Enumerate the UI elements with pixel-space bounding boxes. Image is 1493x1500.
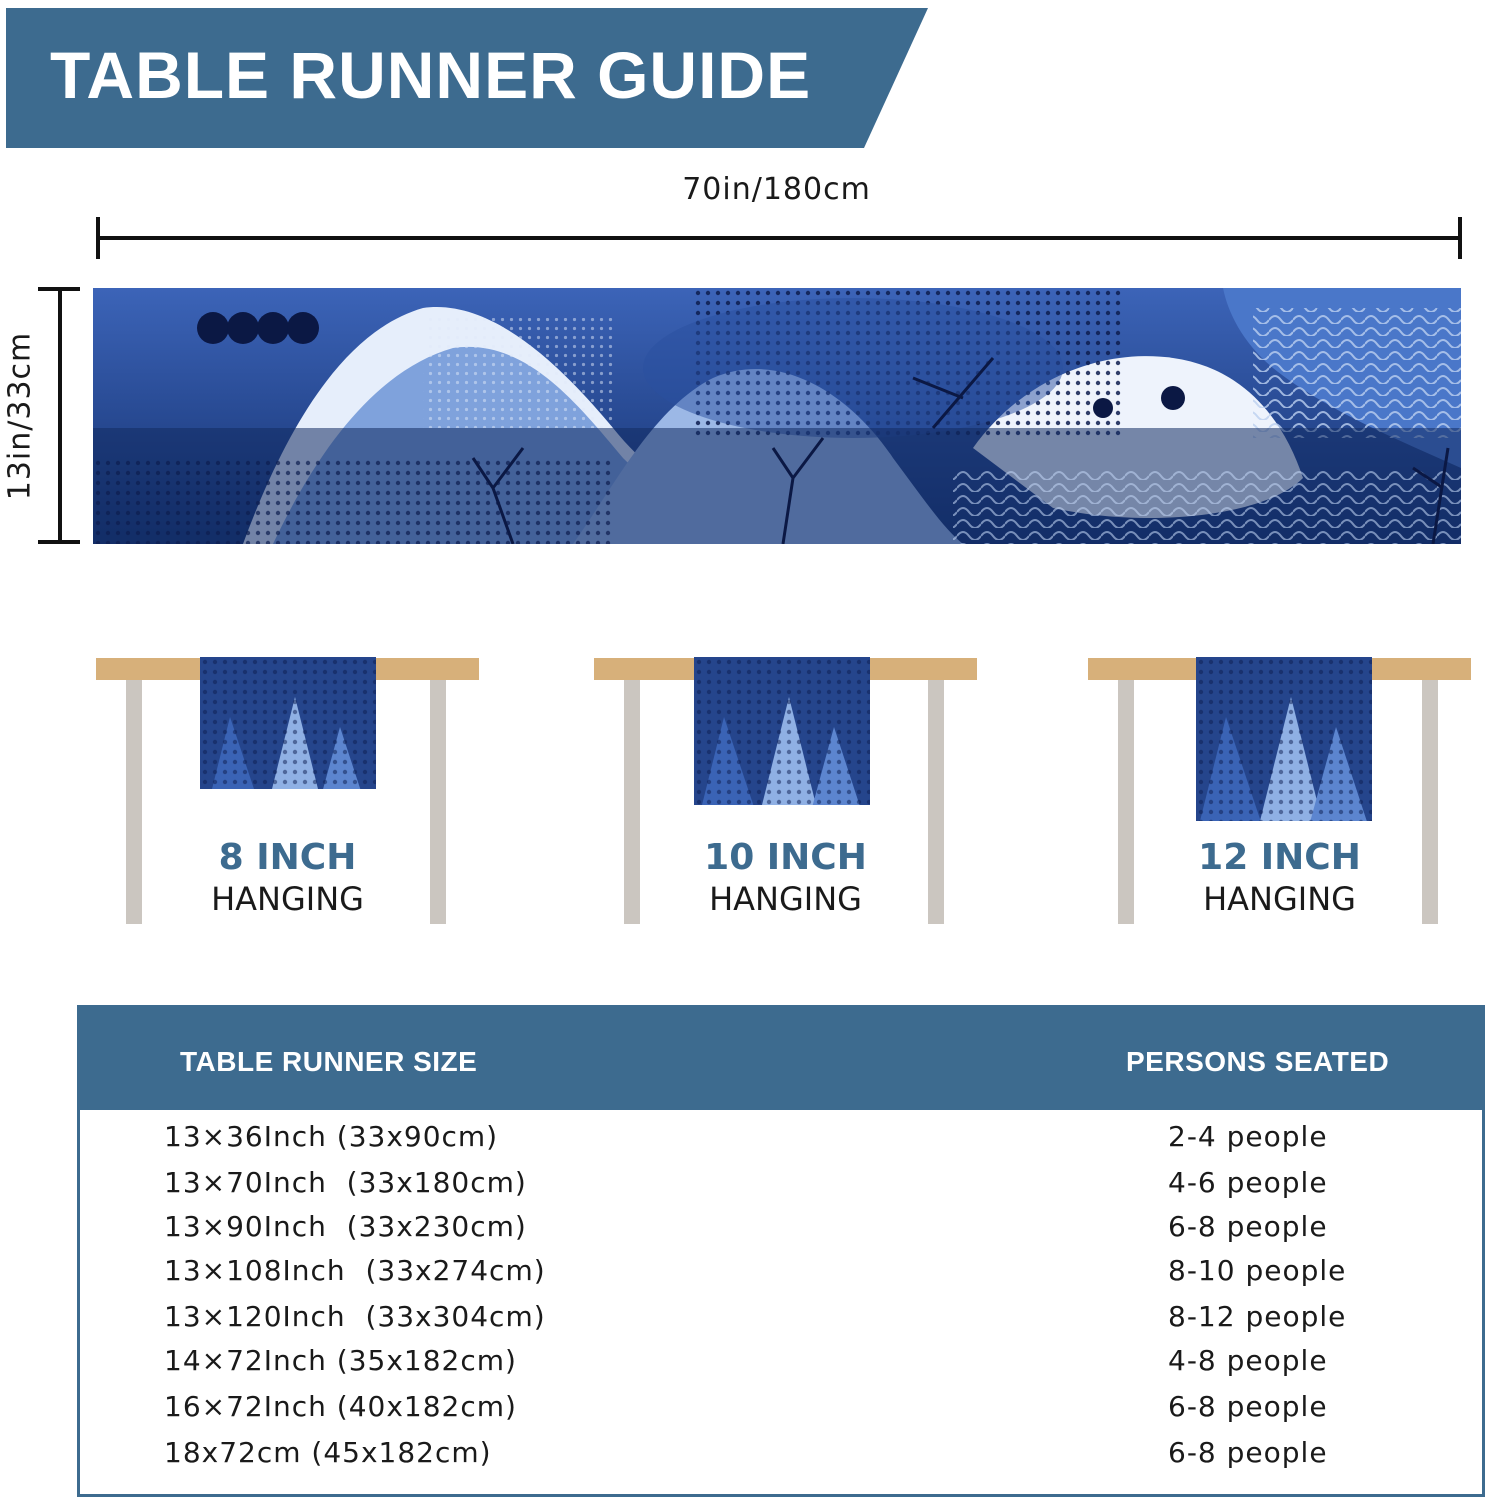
persons-seated-cell: 6-8 people [1168,1436,1328,1469]
runner-pattern-art [93,288,1461,544]
size-table [77,1005,1485,1497]
hanging-size-label: 8 INCH [218,837,357,878]
runner-size-cell: 13×90Inch (33x230cm) [164,1210,527,1243]
runner-size-cell: 13×70Inch (33x180cm) [164,1166,527,1199]
height-dimension-label: 13in/33cm [2,331,38,501]
table-row [80,1436,1482,1480]
table-row [80,1344,1482,1388]
hanging-runner-8-inch [200,657,376,789]
persons-seated-cell: 4-6 people [1168,1166,1328,1199]
table-illustration-10-inch [594,640,994,940]
page-title: TABLE RUNNER GUIDE [50,38,812,112]
table-row [80,1300,1482,1344]
persons-seated-cell: 8-10 people [1168,1254,1347,1287]
table-illustration-8-inch [96,640,496,940]
persons-seated-cell: 4-8 people [1168,1344,1328,1377]
runner-size-cell: 14×72Inch (35x182cm) [164,1344,517,1377]
hanging-caption: HANGING [709,880,862,918]
table-row [80,1210,1482,1254]
persons-seated-cell: 6-8 people [1168,1390,1328,1423]
persons-seated-cell: 6-8 people [1168,1210,1328,1243]
table-row [80,1166,1482,1210]
persons-seated-cell: 8-12 people [1168,1300,1347,1333]
width-dimension-label: 70in/180cm [682,172,871,207]
runner-pattern-image [93,288,1461,544]
table-illustration-12-inch [1088,640,1488,940]
header-table-runner-size: TABLE RUNNER SIZE [180,1046,478,1077]
runner-size-cell: 13×36Inch (33x90cm) [164,1120,499,1153]
runner-size-cell: 16×72Inch (40x182cm) [164,1390,517,1423]
table-row [80,1254,1482,1298]
hanging-caption: HANGING [211,880,364,918]
width-dimension-line [96,236,1462,240]
width-dimension-cap-left [96,217,100,259]
hanging-runner-12-inch [1196,657,1372,821]
height-dimension-line [58,289,62,543]
runner-size-cell: 13×108Inch (33x274cm) [164,1254,546,1287]
table-row [80,1390,1482,1434]
runner-size-cell: 18x72cm (45x182cm) [164,1436,492,1469]
hanging-runner-10-inch [694,657,870,805]
size-table-header [80,1008,1482,1110]
height-dimension-cap-bottom [38,540,80,544]
hanging-size-label: 10 INCH [704,837,867,878]
header-persons-seated: PERSONS SEATED [1126,1046,1390,1077]
runner-size-cell: 13×120Inch (33x304cm) [164,1300,546,1333]
table-row [80,1120,1482,1164]
persons-seated-cell: 2-4 people [1168,1120,1328,1153]
height-dimension-cap-top [38,287,80,291]
hanging-size-label: 12 INCH [1198,837,1361,878]
hanging-caption: HANGING [1203,880,1356,918]
width-dimension-cap-right [1458,217,1462,259]
